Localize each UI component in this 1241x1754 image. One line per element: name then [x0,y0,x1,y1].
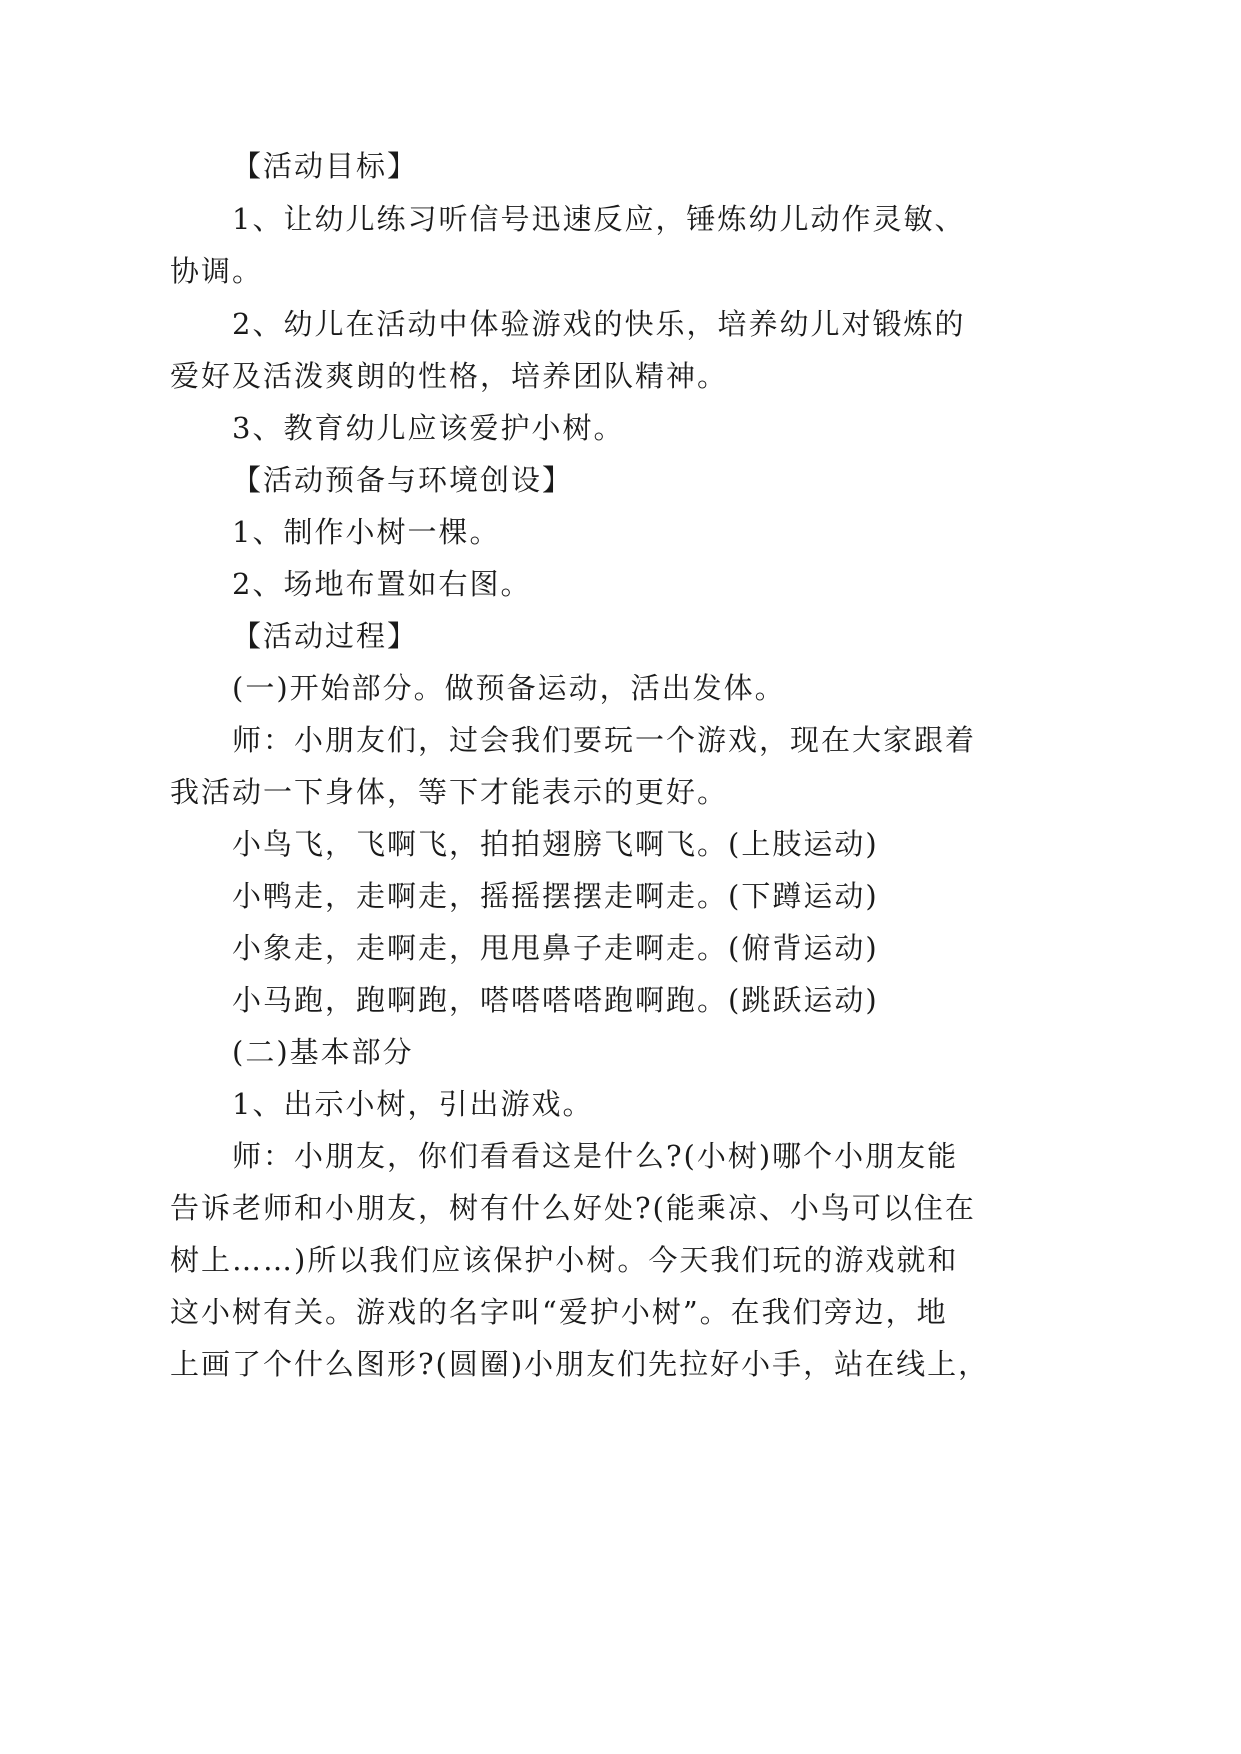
paragraph-line: 2、场地布置如右图。 [232,567,532,601]
section-heading-preparation: 【活动预备与环境创设】 [232,463,574,497]
paragraph-line: 小象走，走啊走，甩甩鼻子走啊走。(俯背运动) [232,931,879,965]
paragraph-line: 树上……)所以我们应该保护小树。今天我们玩的游戏就和 [170,1243,959,1277]
paragraph-line: 1、让幼儿练习听信号迅速反应，锤炼幼儿动作灵敏、 [232,202,966,236]
paragraph-line: 小鸟飞，飞啊飞，拍拍翅膀飞啊飞。(上肢运动) [232,827,879,861]
section-heading-activity-goals: 【活动目标】 [232,149,419,183]
paragraph-line: 上画了个什么图形?(圆圈)小朋友们先拉好小手，站在线上， [170,1347,990,1381]
paragraph-line: 1、出示小树，引出游戏。 [232,1087,594,1121]
paragraph-line: 师：小朋友，你们看看这是什么?(小树)哪个小朋友能 [232,1139,959,1173]
paragraph-line: 这小树有关。游戏的名字叫“爱护小树”。在我们旁边，地 [170,1295,948,1329]
paragraph-line: 1、制作小树一棵。 [232,515,501,549]
subsection-heading: (二)基本部分 [232,1035,414,1069]
paragraph-line: 我活动一下身体，等下才能表示的更好。 [170,775,729,809]
paragraph-line: 2、幼儿在活动中体验游戏的快乐，培养幼儿对锻炼的 [232,307,966,341]
paragraph-line: 协调。 [170,254,264,288]
section-heading-process: 【活动过程】 [232,619,419,653]
paragraph-line: 小马跑，跑啊跑，嗒嗒嗒嗒跑啊跑。(跳跃运动) [232,983,879,1017]
paragraph-line: 告诉老师和小朋友，树有什么好处?(能乘凉、小鸟可以住在 [170,1191,976,1225]
paragraph-line: 爱好及活泼爽朗的性格，培养团队精神。 [170,359,729,393]
paragraph-line: (一)开始部分。做预备运动，活出发体。 [232,671,786,705]
paragraph-line: 小鸭走，走啊走，摇摇摆摆走啊走。(下蹲运动) [232,879,879,913]
paragraph-line: 3、教育幼儿应该爱护小树。 [232,411,625,445]
paragraph-line: 师：小朋友们，过会我们要玩一个游戏，现在大家跟着 [232,723,977,757]
